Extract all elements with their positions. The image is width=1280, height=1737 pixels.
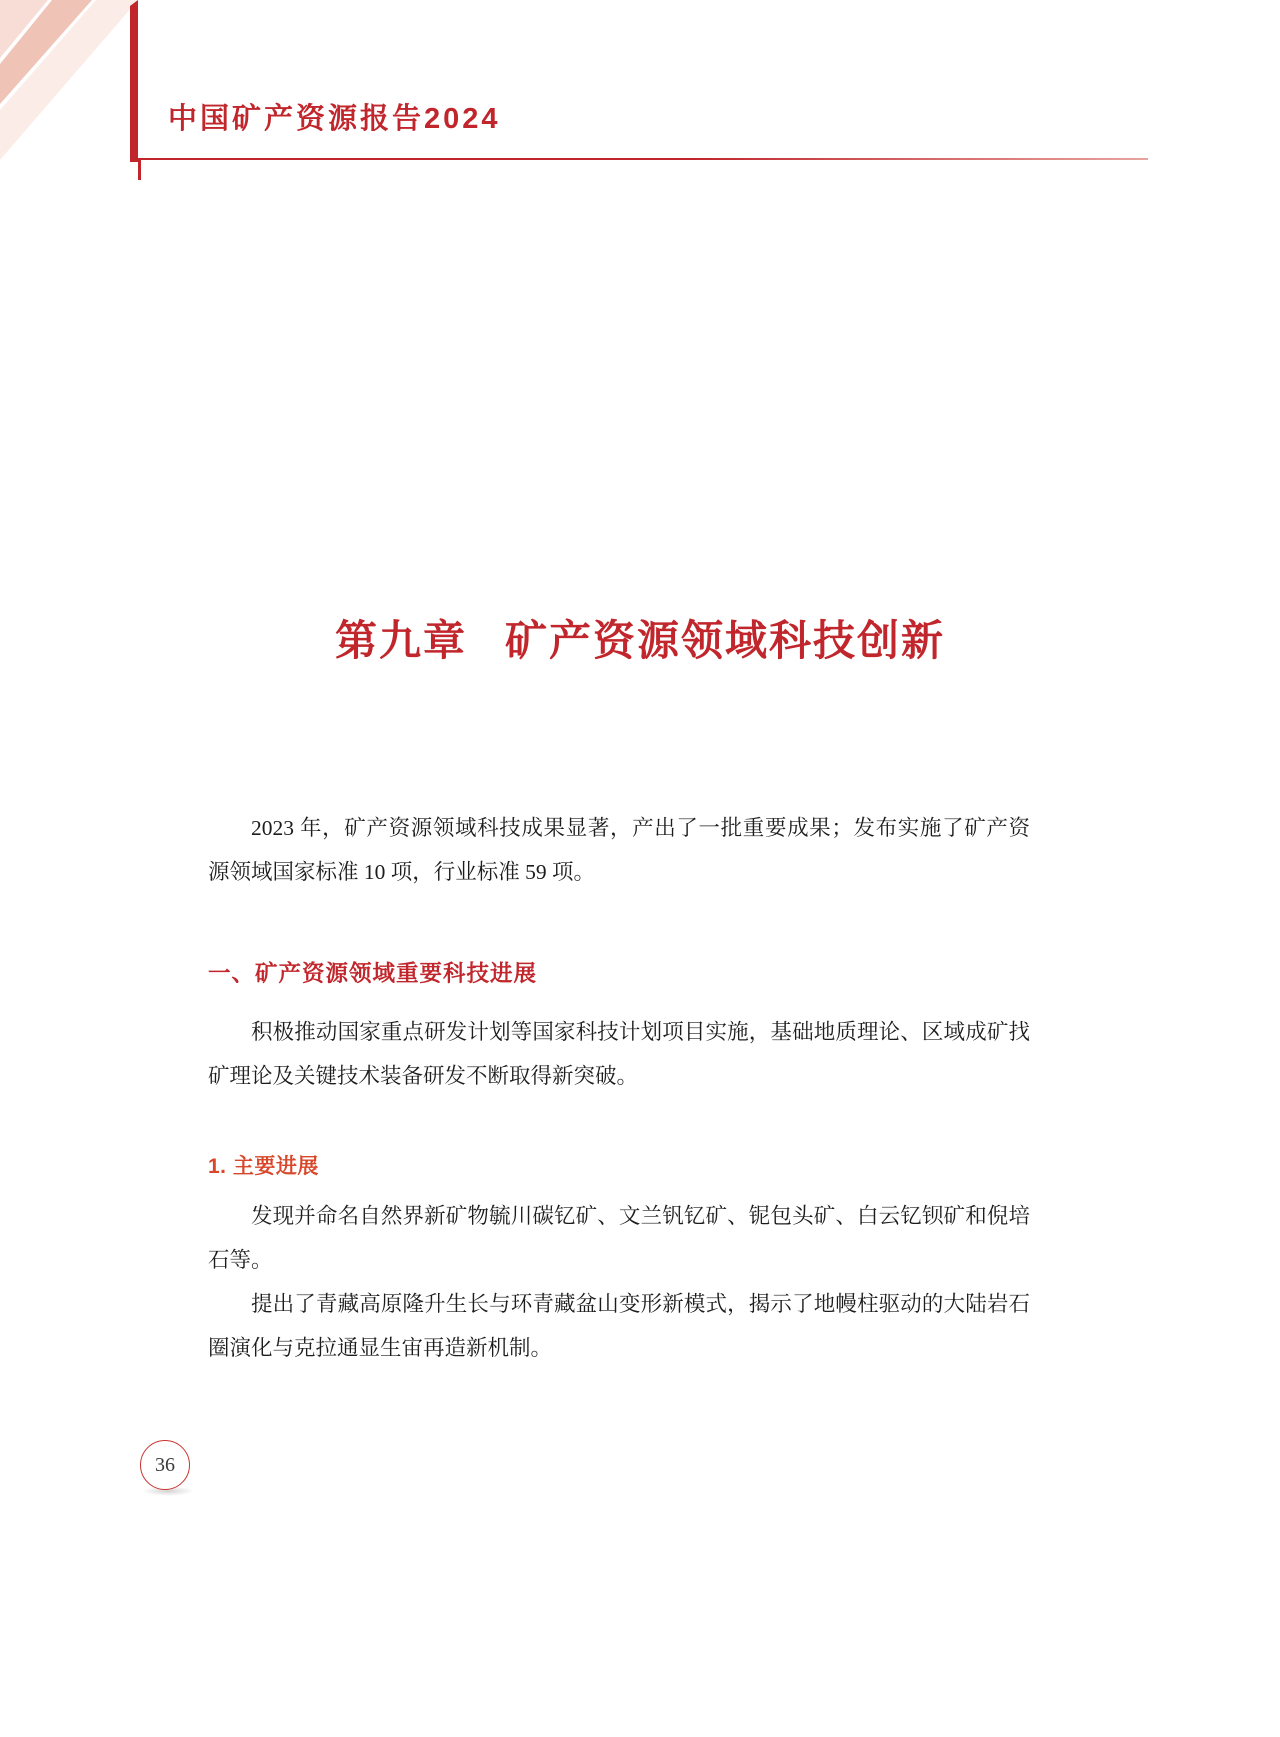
subsection-heading-1: 1. 主要进展 xyxy=(208,1155,319,1178)
page-content xyxy=(208,806,1030,1370)
header-rule xyxy=(138,158,1148,160)
subsection1-paragraph-2: 提出了青藏高原隆升生长与环青藏盆山变形新模式，揭示了地幔柱驱动的大陆岩石圈演化与克拉通显生宙再造新机制。 xyxy=(208,1292,1030,1360)
page-header xyxy=(0,96,1280,168)
document-title: 中国矿产资源报告2024 xyxy=(168,103,501,135)
header-rule-tick xyxy=(138,158,141,180)
chapter-name: 矿产资源领域科技创新 xyxy=(505,617,946,664)
page-number-value: 36 xyxy=(140,1440,190,1490)
intro-paragraph: 2023 年，矿产资源领域科技成果显著，产出了一批重要成果；发布实施了矿产资源领域国家标准 10 项，行业标准 59 项。 xyxy=(208,816,1030,884)
subsection1-paragraph-1: 发现并命名自然界新矿物毓川碳钇矿、文兰钒钇矿、铌包头矿、白云钇钡矿和倪培石等。 xyxy=(208,1204,1030,1272)
page-number xyxy=(140,1440,202,1502)
section1-paragraph: 积极推动国家重点研发计划等国家科技计划项目实施，基础地质理论、区域成矿找矿理论及关键技术装备研发不断取得新突破。 xyxy=(208,1020,1030,1088)
chapter-title xyxy=(0,608,1280,668)
section-heading-1: 一、矿产资源领域重要科技进展 xyxy=(208,961,538,986)
chapter-number: 第九章 xyxy=(334,617,467,664)
